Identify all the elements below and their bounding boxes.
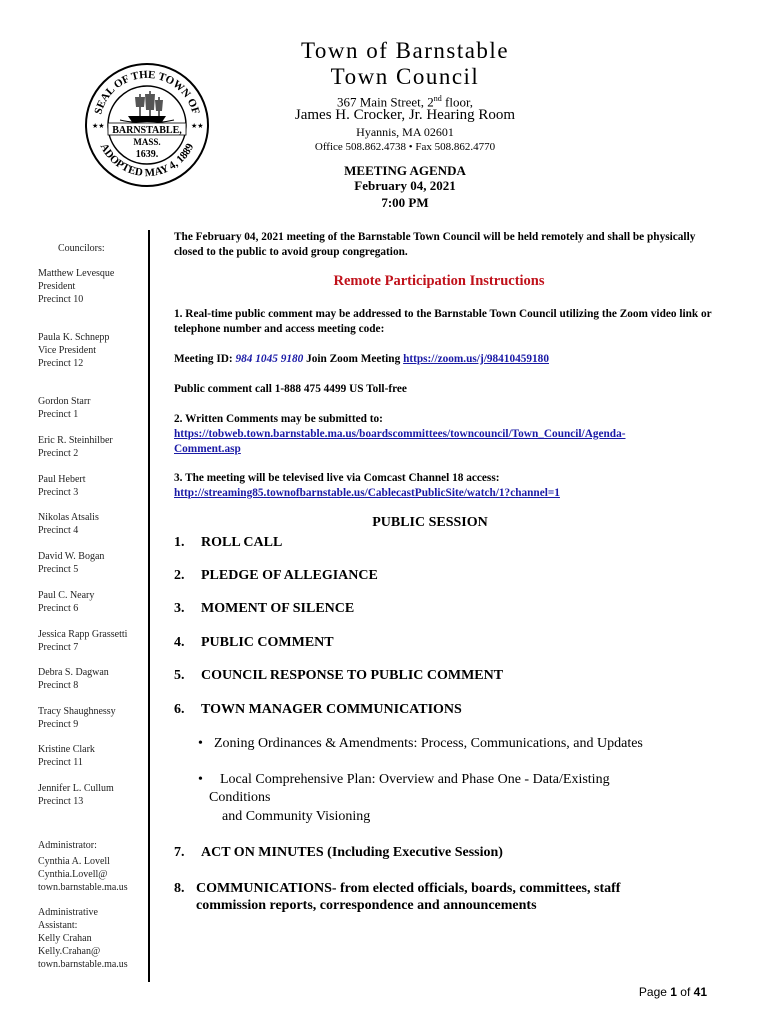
agenda-time: 7:00 PM (381, 195, 429, 210)
svg-text:★★: ★★ (191, 122, 204, 130)
join-zoom-label: Join Zoom Meeting (303, 353, 404, 365)
administrator-name: Cynthia A. Lovell (38, 856, 110, 867)
bullet-zoning (198, 735, 643, 753)
agenda-item (174, 567, 378, 584)
written-comments-link[interactable] (174, 427, 714, 457)
item-label: COUNCIL RESPONSE TO PUBLIC COMMENT (201, 668, 504, 683)
councilors-label: Councilors: (58, 243, 105, 254)
assistant-label-2: Assistant: (38, 920, 78, 931)
step-1-text: 1. Real-time public comment may be addressed to the Barnstable Town Council utilizing the Zoom video link or telephone number and access meeting code: (174, 308, 712, 335)
councilor-precinct: Precinct 8 (38, 680, 79, 691)
agenda-item (174, 880, 620, 897)
councilor-name: Matthew Levesque (38, 268, 115, 279)
step-2-text: 2. Written Comments may be submitted to: (174, 413, 383, 425)
hearing-room: James H. Crocker, Jr. Hearing Room (294, 107, 516, 123)
councilor-entry (38, 705, 148, 731)
item-label: TOWN MANAGER COMMUNICATIONS (201, 702, 462, 717)
town-title: Town of Barnstable (300, 38, 510, 63)
item-number: 3. (174, 601, 185, 616)
bullet-text: Local Comprehensive Plan: Overview and Phase One - Data/Existing (220, 772, 610, 787)
intro-paragraph: The February 04, 2021 meeting of the Barnstable Town Council will be held remotely and shall be physically closed to the public to avoid group congregation. (174, 231, 696, 258)
administrator-email: Cynthia.Lovell@ (38, 869, 108, 880)
agenda-item (174, 844, 503, 861)
councilor-entry (38, 434, 148, 460)
step-3-text: 3. The meeting will be televised live via Comcast Channel 18 access: (174, 472, 500, 484)
councilor-precinct: Precinct 7 (38, 642, 79, 653)
councilor-name: Paula K. Schnepp (38, 332, 110, 343)
written-comments-link-line1[interactable]: https://tobweb.town.barnstable.ma.us/boardscommittees/towncouncil/Town_Council/Agenda- (174, 428, 626, 440)
seal-center-text: BARNSTABLE, (112, 125, 182, 136)
streaming-link-line[interactable] (174, 486, 714, 501)
agenda-item (174, 634, 334, 651)
councilor-precinct: Precinct 10 (38, 294, 84, 305)
councilor-precinct: Precinct 13 (38, 796, 84, 807)
councilor-name: Jessica Rapp Grassetti (38, 629, 128, 640)
meeting-id-line (174, 352, 714, 367)
bullet-text-line3: and Community Visioning (222, 809, 371, 824)
item-label: ROLL CALL (201, 535, 283, 550)
bullet-comprehensive-plan (198, 771, 610, 789)
item-label: PUBLIC COMMENT (201, 635, 334, 650)
administrator-email-domain: town.barnstable.ma.us (38, 882, 128, 893)
councilor-name: Eric R. Steinhilber (38, 435, 113, 446)
councilor-precinct: Precinct 9 (38, 719, 79, 730)
item-number: 8. (174, 881, 185, 896)
public-session-heading: PUBLIC SESSION (372, 515, 488, 530)
councilor-name: Debra S. Dagwan (38, 667, 109, 678)
ship-icon (120, 91, 174, 123)
bullet-icon: • (198, 772, 203, 787)
assistant-email: Kelly.Crahan@ (38, 946, 101, 957)
councilor-precinct: Precinct 11 (38, 757, 83, 768)
item-label: ACT ON MINUTES (Including Executive Session) (201, 845, 503, 860)
written-comments-link-line2[interactable]: Comment.asp (174, 443, 241, 455)
councilor-name: Nikolas Atsalis (38, 512, 99, 523)
item-number: 1. (174, 535, 185, 550)
bullet-text: Zoning Ordinances & Amendments: Process, Communications, and Updates (214, 736, 643, 751)
item-number: 5. (174, 668, 185, 683)
councilor-role: President (38, 281, 76, 292)
item-number: 6. (174, 702, 185, 717)
councilor-precinct: Precinct 1 (38, 409, 79, 420)
councilor-entry (38, 782, 148, 808)
item-label: PLEDGE OF ALLEGIANCE (201, 568, 378, 583)
assistant-entry (38, 906, 148, 971)
bullet-icon: • (198, 736, 203, 751)
councilor-entry (38, 666, 148, 692)
councilor-name: Jennifer L. Cullum (38, 783, 114, 794)
svg-text:★★: ★★ (92, 122, 105, 130)
administrator-entry (38, 839, 148, 894)
councilor-role: Vice President (38, 345, 96, 356)
assistant-label: Administrative (38, 907, 98, 918)
meeting-id-label: Meeting ID: (174, 353, 236, 365)
councilor-entry (38, 550, 148, 576)
councilor-entry (38, 511, 148, 537)
councilor-precinct: Precinct 5 (38, 564, 79, 575)
assistant-email-domain: town.barnstable.ma.us (38, 959, 128, 970)
town-seal-icon (84, 62, 210, 188)
page-number: Page 1 of 41 (638, 985, 707, 999)
councilor-entry (38, 628, 148, 654)
item-label: MOMENT OF SILENCE (201, 601, 355, 616)
administrator-label: Administrator: (38, 840, 97, 851)
councilor-entry (38, 395, 148, 421)
councilor-name: Paul Hebert (38, 474, 86, 485)
address: 367 Main Street, 2nd floor, (336, 94, 473, 110)
agenda-item (174, 667, 503, 684)
councilor-entry (38, 331, 148, 370)
city: Hyannis, MA 02601 (356, 125, 454, 139)
councilor-entry (38, 589, 148, 615)
item-number: 7. (174, 845, 185, 860)
councilor-entry (38, 473, 148, 499)
councilor-precinct: Precinct 2 (38, 448, 79, 459)
phone-fax: Office 508.862.4738 • Fax 508.862.4770 (314, 141, 496, 153)
seal-mass-text: MASS. (133, 137, 161, 147)
councilor-name: Kristine Clark (38, 744, 95, 755)
councilor-name: Gordon Starr (38, 396, 91, 407)
item-number: 2. (174, 568, 185, 583)
agenda-title: MEETING AGENDA (344, 163, 466, 178)
councilor-precinct: Precinct 6 (38, 603, 79, 614)
assistant-name: Kelly Crahan (38, 933, 92, 944)
councilor-name: Paul C. Neary (38, 590, 95, 601)
streaming-link[interactable]: http://streaming85.townofbarnstable.us/CablecastPublicSite/watch/1?channel=1 (174, 487, 560, 499)
public-comment-call: Public comment call 1-888 475 4499 US Toll-free (174, 383, 407, 395)
agenda-item (174, 534, 282, 551)
agenda-date: February 04, 2021 (354, 178, 456, 193)
item-number: 4. (174, 635, 185, 650)
councilor-name: David W. Bogan (38, 551, 105, 562)
councilor-precinct: Precinct 4 (38, 525, 79, 536)
councilor-entry (38, 743, 148, 769)
sidebar-divider (148, 230, 150, 982)
bullet-text-line2: Conditions (209, 790, 271, 805)
meeting-id-value: 984 1045 9180 (235, 353, 304, 365)
seal-ring-top: SEAL OF THE TOWN OF (92, 68, 202, 116)
seal-ring-bottom: ADOPTED MAY 4, 1889 (97, 141, 197, 180)
councilor-entry (38, 267, 148, 306)
agenda-item (174, 600, 354, 617)
council-title: Town Council (330, 64, 480, 89)
item-label: COMMUNICATIONS- from elected officials, boards, committees, staff (196, 881, 621, 896)
remote-instructions-heading: Remote Participation Instructions (333, 273, 545, 289)
seal-year-text: 1639. (135, 149, 159, 160)
councilor-precinct: Precinct 12 (38, 358, 84, 369)
agenda-item (174, 701, 462, 718)
zoom-link[interactable]: https://zoom.us/j/98410459180 (403, 353, 549, 365)
agenda-item-continuation: commission reports, correspondence and announcements (196, 898, 537, 913)
councilor-name: Tracy Shaughnessy (38, 706, 116, 717)
councilor-precinct: Precinct 3 (38, 487, 79, 498)
